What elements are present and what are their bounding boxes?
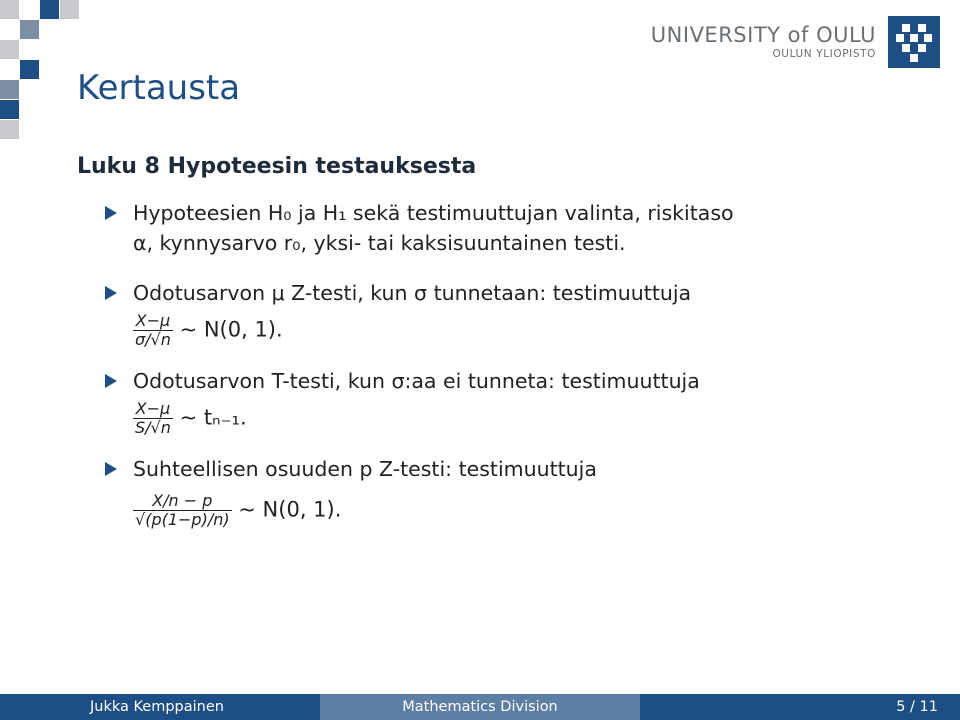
bullet-arrow-icon: [105, 286, 117, 300]
formula-fraction: [133, 312, 173, 349]
formula-fraction: [133, 492, 232, 529]
formula-t-test: [133, 400, 247, 437]
bullet-arrow-icon: [105, 206, 117, 220]
footer-department: Mathematics Division: [320, 694, 640, 720]
footer-page-number: 5 / 11: [640, 694, 960, 720]
formula-distribution: ∼ N(0, 1).: [179, 317, 283, 342]
corner-decoration: [0, 0, 80, 140]
formula-distribution: ∼ N(0, 1).: [238, 497, 342, 522]
fraction-numerator: X−μ: [133, 312, 173, 331]
bullet-text: Odotusarvon μ Z-testi, kun σ tunnetaan: testimuuttuja: [133, 281, 692, 305]
fraction-denominator: √(p(1−p)/n): [135, 510, 230, 529]
university-name: UNIVERSITY of OULU: [650, 23, 876, 47]
bullet-item-t-test: [105, 366, 700, 396]
footer-author: Jukka Kemppainen: [0, 694, 320, 720]
bullet-text: Hypoteesien H₀ ja H₁ sekä testimuuttujan valinta, riskitaso: [133, 201, 734, 225]
formula-z-test: [133, 312, 283, 349]
bullet-item-z-test: [105, 278, 691, 308]
formula-fraction: [133, 400, 173, 437]
bullet-item-proportion-test: [105, 454, 597, 484]
footer-bar: [0, 694, 960, 720]
section-heading: Luku 8 Hypoteesin testauksesta: [77, 154, 477, 179]
slide-title: Kertausta: [77, 68, 241, 108]
bullet-text: Suhteellisen osuuden p Z-testi: testimuuttuja: [133, 457, 597, 481]
fraction-numerator: X−μ: [133, 400, 173, 419]
bullet-text-continued: α, kynnysarvo r₀, yksi- tai kaksisuuntainen testi.: [133, 231, 626, 255]
bullet-arrow-icon: [105, 374, 117, 388]
university-subtitle: OULUN YLIOPISTO: [772, 48, 876, 60]
fraction-denominator: S/√n: [135, 418, 171, 437]
bullet-item-hypotheses: [105, 198, 734, 258]
university-brand: [651, 16, 940, 68]
bullet-arrow-icon: [105, 462, 117, 476]
bullet-text: Odotusarvon T-testi, kun σ:aa ei tunneta: testimuuttuja: [133, 369, 700, 393]
fraction-denominator: σ/√n: [135, 330, 171, 349]
formula-distribution: ∼ tₙ₋₁.: [179, 405, 247, 430]
formula-proportion-test: [133, 492, 341, 529]
university-logo-icon: [888, 16, 940, 68]
fraction-numerator: X/n − p: [133, 492, 232, 511]
